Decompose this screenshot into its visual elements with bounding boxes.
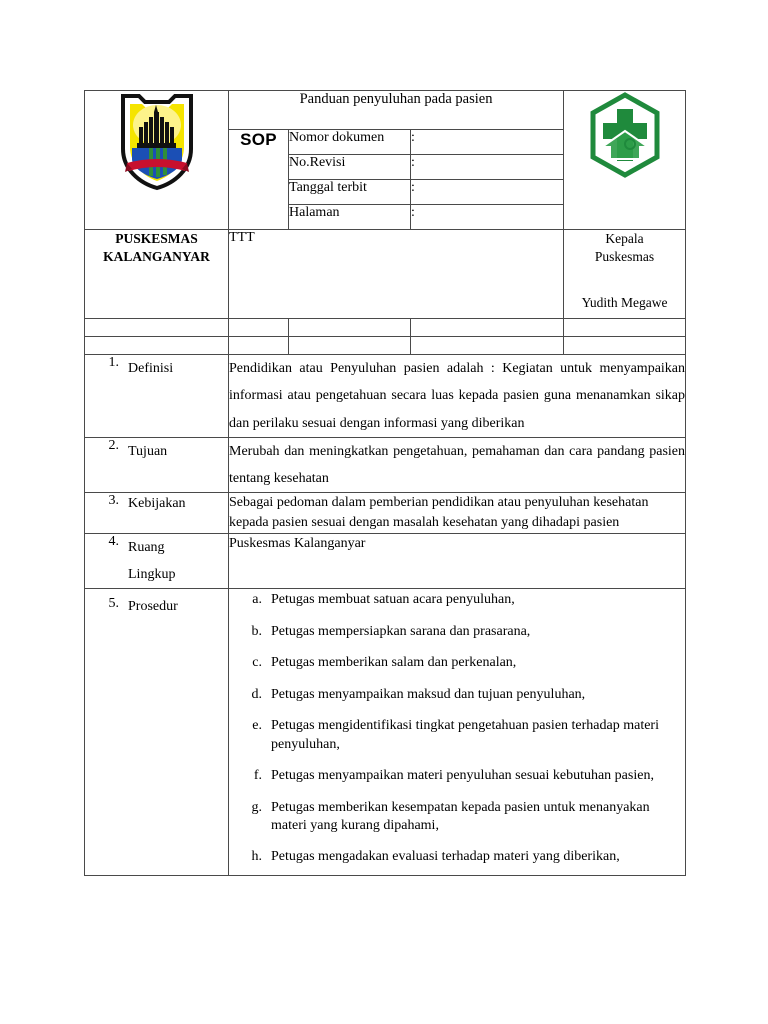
regency-emblem-logo	[115, 178, 199, 195]
section-number: 2.	[108, 437, 119, 453]
list-marker: h.	[251, 849, 262, 865]
spacer-cell	[411, 319, 564, 337]
section-paragraph: Merubah dan meningkatkan pengetahuan, pemahaman dan cara pandang pasien tentang kesehatan	[229, 443, 686, 487]
field-value-nomor-dokumen[interactable]	[411, 130, 564, 155]
list-text: Petugas membuat satuan acara penyuluhan,	[271, 592, 515, 608]
section-paragraph: Pendidikan atau Penyuluhan pasien adalah : Kegiatan untuk menyampaikan informasi atau pengetahuan secara luas kepada pasien guna menanamkan sikap dan perilaku sesuai dengan informasi yang diberikan	[229, 361, 686, 431]
section-label-ruang-lingkup	[85, 533, 229, 589]
head-of-puskesmas-cell	[564, 230, 686, 319]
field-label-nomor-dokumen: Nomor dokumen	[289, 130, 411, 155]
section-number: 4.	[108, 533, 119, 549]
section-row-tujuan	[85, 437, 686, 493]
spacer-cell	[85, 319, 229, 337]
right-logo-cell	[564, 91, 686, 230]
list-marker: b.	[251, 623, 262, 639]
field-value-tanggal-terbit[interactable]	[411, 180, 564, 205]
spacer-cell	[289, 319, 411, 337]
list-item	[229, 767, 685, 785]
unit-name-cell	[85, 230, 229, 319]
list-item	[229, 848, 685, 866]
head-title-line1: Kepala	[605, 231, 644, 246]
section-label-text: Definisi	[128, 361, 174, 376]
list-item	[229, 717, 685, 754]
left-logo-cell	[85, 91, 229, 230]
section-label-text: Kebijakan	[128, 496, 186, 512]
section-row-kebijakan	[85, 493, 686, 533]
section-row-ruang-lingkup	[85, 533, 686, 589]
field-separator: :	[411, 155, 415, 170]
list-marker: c.	[252, 655, 262, 671]
puskesmas-logo	[586, 166, 664, 183]
list-text: Petugas mengadakan evaluasi terhadap materi yang diberikan,	[271, 849, 620, 865]
field-value-halaman[interactable]	[411, 205, 564, 230]
list-item	[229, 591, 685, 609]
spacer-row	[85, 337, 686, 355]
signature-area[interactable]	[229, 230, 564, 319]
section-number: 5.	[108, 596, 119, 612]
list-marker: f.	[253, 768, 262, 784]
section-label-kebijakan	[85, 493, 229, 533]
section-paragraph: Sebagai pedoman dalam pemberian pendidikan atau penyuluhan kesehatan kepada pasien sesuai dengan masalah kesehatan yang dihadapi pasien	[229, 495, 649, 531]
list-item	[229, 799, 685, 836]
list-text: Petugas memberikan kesempatan kepada pasien untuk menanyakan materi yang kurang dipahami,	[271, 799, 650, 834]
sop-table	[84, 90, 686, 876]
list-item	[229, 654, 685, 672]
spacer-cell	[564, 319, 686, 337]
field-label-tanggal-terbit: Tanggal terbit	[289, 180, 411, 205]
section-number: 1.	[108, 355, 119, 370]
section-content-kebijakan	[229, 493, 686, 533]
header-title-row	[85, 91, 686, 130]
unit-name-line1: PUSKESMAS	[115, 231, 198, 246]
sop-label-cell	[229, 130, 289, 230]
list-item	[229, 686, 685, 704]
section-content-definisi	[229, 355, 686, 438]
spacer-cell	[289, 337, 411, 355]
spacer-row	[85, 319, 686, 337]
section-label-prosedur	[85, 589, 229, 876]
section-paragraph: Puskesmas Kalanganyar	[229, 535, 366, 551]
section-label-text: Prosedur	[128, 599, 178, 615]
signature-label: TTT	[229, 230, 255, 245]
procedure-list	[229, 589, 685, 875]
spacer-cell	[564, 337, 686, 355]
field-label-no-revisi: No.Revisi	[289, 155, 411, 180]
list-marker: g.	[251, 799, 262, 815]
sop-label: SOP	[240, 130, 277, 149]
spacer-cell	[229, 319, 289, 337]
field-separator: :	[411, 180, 415, 195]
section-label-definisi	[85, 355, 229, 438]
section-number: 3.	[108, 493, 119, 509]
section-row-definisi	[85, 355, 686, 438]
list-text: Petugas mengidentifikasi tingkat pengetahuan pasien terhadap materi penyuluhan,	[271, 718, 659, 752]
list-marker: d.	[251, 686, 262, 702]
section-content-prosedur	[229, 589, 686, 876]
list-item	[229, 623, 685, 641]
section-content-ruang-lingkup	[229, 533, 686, 589]
field-separator: :	[411, 205, 415, 220]
list-text: Petugas mempersiapkan sarana dan prasarana,	[271, 623, 531, 639]
section-row-prosedur	[85, 589, 686, 876]
document-title-cell	[229, 91, 564, 130]
field-separator: :	[411, 130, 415, 145]
head-title-line2: Puskesmas	[594, 248, 655, 264]
list-marker: a.	[252, 592, 262, 608]
list-text: Petugas menyampaikan maksud dan tujuan penyuluhan,	[271, 686, 586, 702]
spacer-cell	[229, 337, 289, 355]
list-text: Petugas menyampaikan materi penyuluhan sesuai kebutuhan pasien,	[271, 768, 654, 784]
spacer-cell	[411, 337, 564, 355]
section-content-tujuan	[229, 437, 686, 493]
document-title: Panduan penyuluhan pada pasien	[299, 91, 493, 107]
head-name: Yudith Megawe	[581, 295, 668, 311]
section-label-text-line1: Ruang	[128, 539, 165, 555]
section-label-text: Tujuan	[128, 443, 168, 459]
spacer-cell	[85, 337, 229, 355]
list-marker: e.	[252, 718, 262, 734]
list-text: Petugas memberikan salam dan perkenalan,	[271, 655, 517, 671]
field-label-halaman: Halaman	[289, 205, 411, 230]
section-label-tujuan	[85, 437, 229, 493]
unit-name-line2: KALANGANYAR	[103, 249, 210, 265]
identity-row	[85, 230, 686, 319]
field-value-no-revisi[interactable]	[411, 155, 564, 180]
section-label-text-line2: Lingkup	[128, 566, 176, 582]
